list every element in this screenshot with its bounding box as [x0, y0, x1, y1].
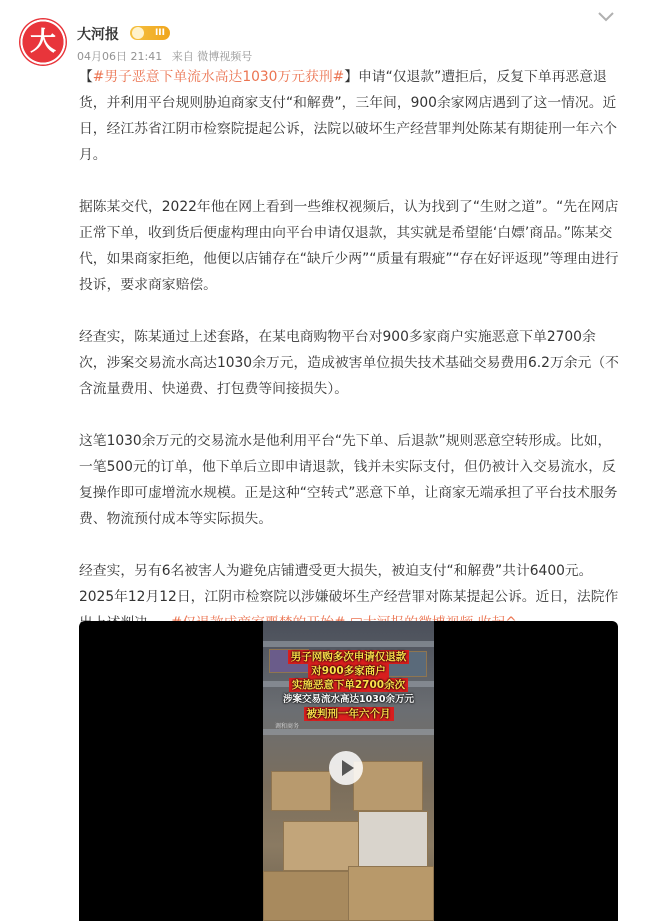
video-watermark: 调和商务 — [275, 723, 300, 730]
avatar-logo-icon: 大 — [29, 27, 56, 57]
vip-badge[interactable] — [130, 26, 170, 40]
post-meta — [77, 48, 258, 64]
shelf-line — [263, 641, 434, 647]
video-caption-3: 实施恶意下单2700余次 — [271, 678, 426, 692]
video-caption-5: 被判刑一年六个月 — [271, 707, 426, 721]
paragraph-3: 经查实，陈某通过上述套路，在某电商购物平台对900多家商户实施恶意下单2700余次，涉案交易流水高达1030余万元，造成被害单位损失技术基础交易费用6.2万余元（不含流量费用、快递费、打包费等间接损失）。 — [79, 329, 619, 397]
user-name[interactable]: 大河报 — [77, 27, 119, 43]
topic-hashtag-link[interactable]: #男子恶意下单流水高达1030万元获刑# — [92, 69, 345, 85]
paragraph-2: 据陈某交代，2022年他在网上看到一些维权视频后，认为找到了“生财之道”。“先在网店正常下单，收到货后便虚构理由向平台申请仅退款，其实就是希望能‘白嫖’商品。”陈某交代，如果商家拒绝，他便以店铺存在“缺斤少两”“质量有瑕疵”“存在好评返现”等理由进行投诉，要求商家赔偿。 — [79, 199, 619, 293]
package-box — [283, 821, 363, 871]
more-options-button[interactable] — [596, 10, 624, 30]
package-box — [263, 871, 353, 921]
play-icon[interactable] — [329, 751, 363, 785]
avatar[interactable] — [19, 18, 67, 66]
paragraph-1-text: 申请“仅退款”遭拒后，反复下单再恶意退货，并利用平台规则胁迫商家支付“和解费”，三年间，900余家网店遇到了这一情况。近日，经江苏省江阴市检察院提起公诉，法院以破坏生产经营罪判处陈某有期徒刑一年六个月。 — [79, 69, 618, 163]
vip-level-label: III — [154, 28, 165, 38]
video-caption-2: 对900多家商户 — [271, 664, 426, 678]
package-box — [271, 771, 331, 811]
bracket-open: 【 — [79, 69, 93, 85]
video-player[interactable] — [79, 621, 618, 921]
paragraph-1 — [79, 64, 620, 168]
paragraph-5-text: 经查实，另有6名被害人为避免店铺遭受更大损失，被迫支付“和解费”共计6400元。2025年12月12日，江阴市检察院以涉嫌破坏生产经营罪对陈某提起公诉。近日，法院作 — [79, 563, 619, 605]
package-box — [348, 866, 434, 921]
paragraph-4: 这笔1030余万元的交易流水是他利用平台“先下单、后退款”规则恶意空转形成。比如，一笔500元的订单，他下单后立即申请退款，钱并未实际支付，但仍被计入交易流水，反复操作即可虚增流水规模。正是这种“空转式”恶意下单，让商家无端承担了平台技术服务费、物流预付成本等实际损失。 — [79, 433, 618, 527]
post-timestamp[interactable]: 04月06日 21:41 — [77, 50, 163, 63]
bracket-close: 】 — [344, 69, 358, 85]
video-caption-4: 涉案交易流水高达1030余万元 — [283, 694, 414, 705]
chevron-down-icon — [596, 10, 616, 24]
package-box — [353, 761, 423, 811]
post-header — [0, 0, 646, 64]
crown-icon — [132, 27, 144, 39]
post-source: 来自 微博视频号 — [171, 50, 253, 63]
video-caption-1: 男子网购多次申请仅退款 — [271, 650, 426, 664]
post-body — [79, 64, 620, 636]
package-box — [358, 811, 428, 871]
